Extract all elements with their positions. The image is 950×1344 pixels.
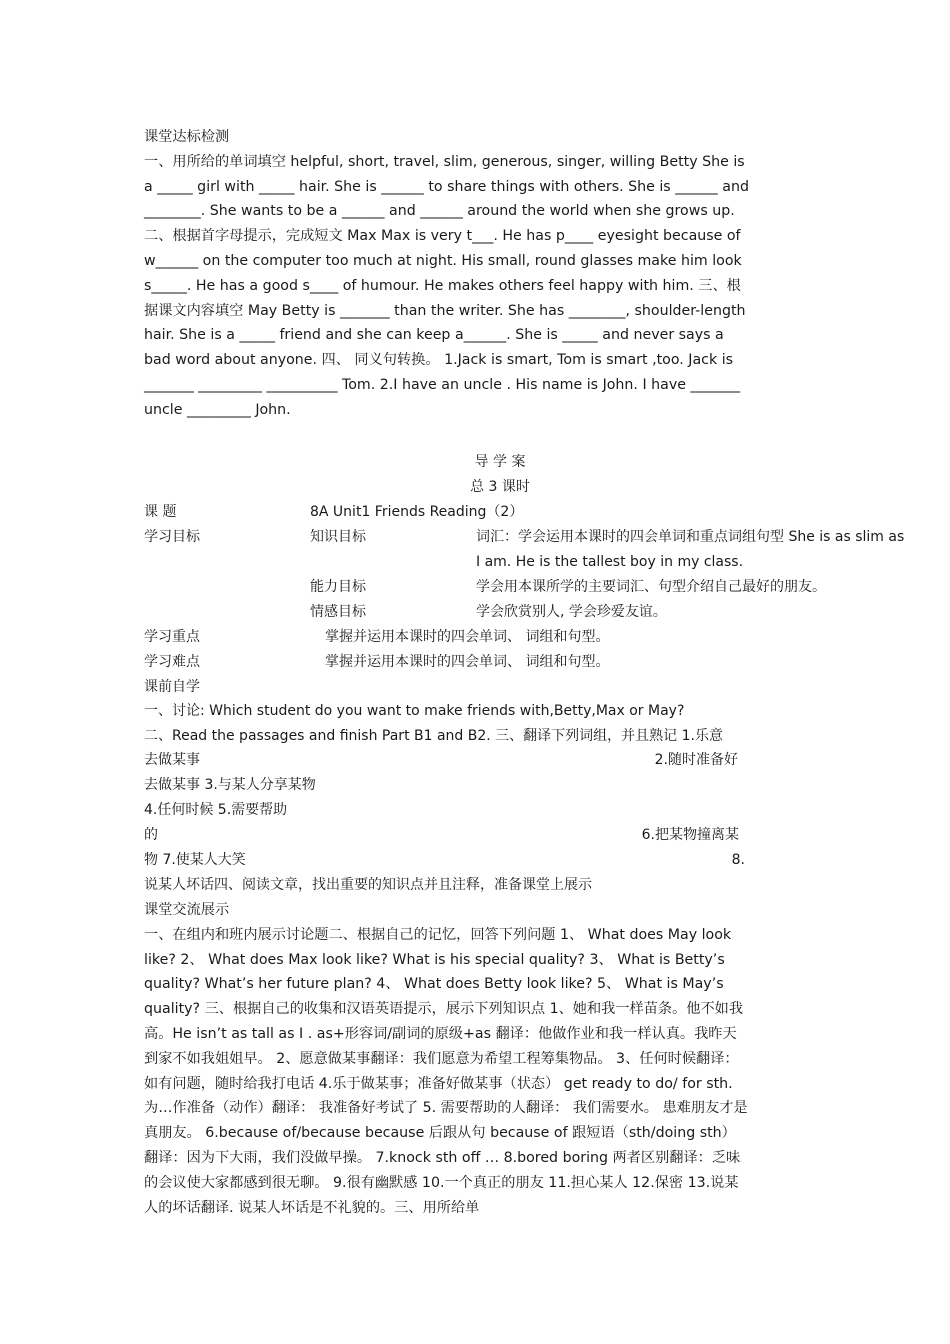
difficulty-value: 掌握并运用本课时的四会单词、 词组和句型。 [325, 654, 610, 670]
preview-line-2: 二、Read the passages and finish Part B1 and B2. 三、翻译下列词组，并且熟记 1.乐意 [144, 728, 723, 744]
knowledge-value: 词汇：学会运用本课时的四会单词和重点词组句型 She is as slim as I am. He is the tallest boy in my class. [476, 529, 905, 570]
topic-value: 8A Unit1 Friends Reading（2） [310, 504, 524, 520]
ability-value: 学会用本课所学的主要词汇、句型介绍自己最好的朋友。 [476, 579, 826, 595]
lesson-count: 总 3 课时 [470, 479, 530, 495]
preview-line-7-left: 物 7.使某人大笑 [144, 852, 246, 868]
preview-line-7-right: 8. [731, 852, 745, 868]
topic-label: 课 题 [144, 504, 177, 520]
preview-title: 课前自学 [144, 679, 200, 695]
focus-value: 掌握并运用本课时的四会单词、 词组和句型。 [325, 629, 610, 645]
goals-label: 学习目标 [144, 529, 200, 545]
preview-line-6-right: 6.把某物撞离某 [641, 827, 739, 843]
preview-line-1: 一、讨论: Which student do you want to make friends with,Betty,Max or May? [144, 703, 685, 719]
difficulty-label: 学习难点 [144, 654, 200, 670]
exchange-title: 课堂交流展示 [144, 902, 230, 918]
quiz-body: 一、用所给的单词填空 helpful, short, travel, slim, generous, singer, willing Betty She is a _____ girl with _____ hair. She is ______ to share things with others. She is ______ and ________. She wants to be a ______ and ______ around the world when she grows up. 二、根据首字母提示，完成短文 Max Max is very t___. He has p____ eyesight because of w______ on the computer too much at night. His small, round glasses make him look s_____. He has a good s____ of humour. He makes others feel happy with him. 三、根据课文内容填空 May Betty is _______ than the writer. She has ________, shoulder-length hair. She is a _____ friend and she can keep a______. She is _____ and never says a bad word about anyone. 四、 同义句转换。 1.Jack is smart, Tom is smart ,too. Jack is _______ _________ __________ Tom. 2.I have an uncle . His name is John. I have _______ uncle _________ John. [144, 153, 749, 418]
guide-title: 导 学 案 [474, 454, 526, 470]
emotion-value: 学会欣赏别人, 学会珍爱友谊。 [476, 604, 667, 620]
preview-line-3-right: 2.随时准备好 [654, 752, 738, 768]
focus-label: 学习重点 [144, 629, 200, 645]
exchange-body: 一、在组内和班内展示讨论题二、根据自己的记忆，回答下列问题 1、 What does May look like? 2、 What does Max look like? What is his special quality? 3、 What is Betty’s quality? What’s her future plan? 4、 What does Betty look like? 5、 What is May’s quality? 三、根据自己的收集和汉语英语提示，展示下列知识点 1、她和我一样苗条。他不如我高。He isn’t as tall as I . as+形容词/副词的原级+as 翻译：他做作业和我一样认真。我昨天到家不如我姐姐早。 2、愿意做某事翻译：我们愿意为希望工程筹集物品。 3、任何时候翻译：如有问题，随时给我打电话 4.乐于做某事；准备好做某事（状态） get ready to do/ for sth. 为…作准备（动作）翻译： 我准备好考试了 5. 需要帮助的人翻译： 我们需要水。 患难朋友才是真朋友。 6.because of/because because 后跟从句 because of 跟短语（sth/doing sth）翻译：因为下大雨，我们没做早操。 7.knock sth off … 8.bored boring 两者区别翻译：乏味的会议使大家都感到很无聊。 9.很有幽默感 10.一个真正的朋友 11.担心某人 12.保密 13.说某人的坏话翻译. 说某人坏话是不礼貌的。三、用所给单 [144, 926, 748, 1216]
preview-line-5: 4.任何时候 5.需要帮助 [144, 802, 288, 818]
preview-line-3-left: 去做某事 [144, 752, 200, 768]
ability-label: 能力目标 [310, 579, 366, 595]
section-exchange [144, 898, 750, 1220]
preview-line-8: 说某人坏话四、阅读文章，找出重要的知识点并且注释，准备课堂上展示 [144, 877, 592, 893]
section-quiz [144, 125, 750, 423]
quiz-title: 课堂达标检测 [144, 129, 230, 145]
emotion-label: 情感目标 [310, 604, 366, 620]
preview-line-4: 去做某事 3.与某人分享某物 [144, 777, 316, 793]
preview-line-6-left: 的 [144, 827, 158, 843]
knowledge-label: 知识目标 [310, 529, 366, 545]
